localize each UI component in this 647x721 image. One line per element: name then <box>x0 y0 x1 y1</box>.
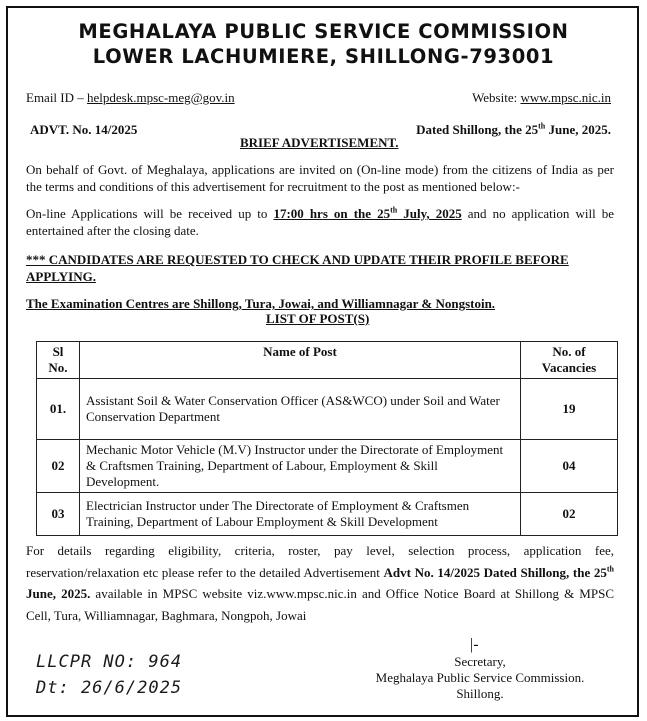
brief-heading: BRIEF ADVERTISEMENT. <box>240 135 399 150</box>
row-post-name: Mechanic Motor Vehicle (M.V) Instructor under the Directorate of Employment & Craftsmen Training, Department of Labour, Employment & Skill Development. <box>80 440 521 493</box>
commission-name: MEGHALAYA PUBLIC SERVICE COMMISSION <box>78 20 569 43</box>
header-sl-no: Sl No. <box>37 342 80 379</box>
website-line <box>472 90 611 106</box>
email-link[interactable]: helpdesk.mpsc-meg@gov.in <box>87 90 235 105</box>
deadline-paragraph <box>26 205 614 239</box>
row-vacancies: 04 <box>521 440 618 493</box>
deadline-highlight <box>273 206 461 221</box>
handwritten-reference-number: LLCPR NO: 964 <box>36 652 183 672</box>
table-row <box>37 493 618 536</box>
details-advt-text: Advt No. 14/2025 Dated Shillong, the 25 <box>383 564 607 580</box>
details-text-b: available in MPSC website viz.www.mpsc.nic.in and Office Notice Board at Shillong & MPSC Cell, Tura, Williamnagar, Baghmara, Nongpoh, Jowai <box>26 586 614 623</box>
signatory-title: Secretary, <box>454 654 506 669</box>
advt-date-year: June, 2025. <box>545 122 611 137</box>
intro-paragraph: On behalf of Govt. of Meghalaya, applications are invited on (On-line mode) from the citizens of India as per the terms and conditions of this advertisement for recruitment to the post as mentioned below:- <box>26 162 614 194</box>
row-vacancies: 02 <box>521 493 618 536</box>
deadline-month: July, 2025 <box>397 206 462 221</box>
deadline-text-a: On-line Applications will be received up to <box>26 206 274 221</box>
header-vacancies: No. of Vacancies <box>521 342 618 379</box>
advt-number: ADVT. No. 14/2025 <box>30 122 138 137</box>
table-header-row <box>37 342 618 379</box>
commission-address: LOWER LACHUMIERE, SHILLONG-793001 <box>92 45 555 68</box>
row-post-name: Assistant Soil & Water Conservation Officer (AS&WCO) under Soil and Water Conservation Department <box>80 379 521 440</box>
advt-date-sup: th <box>538 121 546 131</box>
signature-mark: |- <box>470 636 479 653</box>
exam-centres: The Examination Centres are Shillong, Tura, Jowai, and Williamnagar & Nongstoin. <box>26 296 496 311</box>
row-sl-no: 01. <box>37 379 80 440</box>
table-row <box>37 379 618 440</box>
posts-table <box>36 341 618 536</box>
row-vacancies: 19 <box>521 379 618 440</box>
advt-date <box>416 122 611 138</box>
email-line <box>26 90 235 106</box>
details-text-a: For details regarding eligibility, criteria, roster, pay level, selection process, application fee, reservation/relaxation etc please refer to the detailed Advertisement <box>26 543 614 580</box>
details-advt-year: June, 2025. <box>26 586 91 601</box>
row-sl-no: 02 <box>37 440 80 493</box>
header-post-name: Name of Post <box>80 342 521 379</box>
handwritten-date: Dt: 26/6/2025 <box>36 678 183 698</box>
profile-notice: *** CANDIDATES ARE REQUESTED TO CHECK AND UPDATE THEIR PROFILE BEFORE APPLYING. <box>26 252 569 284</box>
deadline-sup: th <box>390 205 398 215</box>
website-label: Website: <box>472 90 521 105</box>
advt-date-text: Dated Shillong, the 25 <box>416 122 539 137</box>
signatory-place: Shillong. <box>456 686 504 701</box>
details-advt-sup: th <box>606 564 615 574</box>
deadline-time: 17:00 hrs on the 25 <box>273 206 391 221</box>
details-paragraph <box>26 540 614 626</box>
email-label: Email ID – <box>26 90 88 105</box>
row-sl-no: 03 <box>37 493 80 536</box>
list-of-posts-heading: LIST OF POST(S) <box>266 311 370 326</box>
deadline-text-b: and no application will be entertained after the closing date. <box>26 206 615 238</box>
website-link[interactable]: www.mpsc.nic.in <box>520 90 611 105</box>
signatory-organisation: Meghalaya Public Service Commission. <box>375 670 585 685</box>
row-post-name: Electrician Instructor under The Directorate of Employment & Craftsmen Training, Department of Labour Employment & Skill Development <box>80 493 521 536</box>
table-row <box>37 440 618 493</box>
